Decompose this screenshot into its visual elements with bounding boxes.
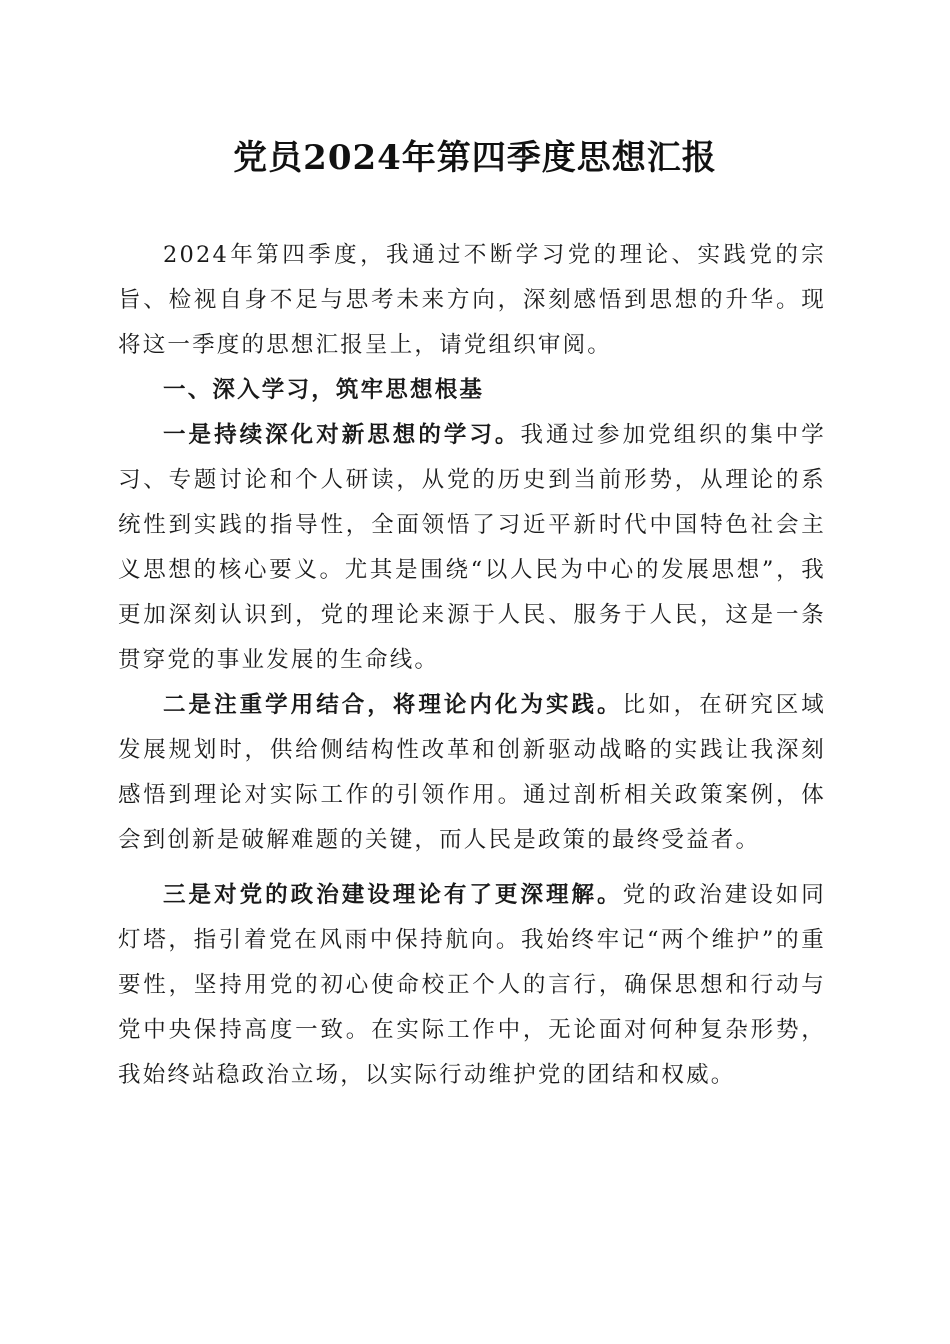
section-heading: 一、深入学习，筑牢思想根基 (163, 377, 485, 403)
point-1-body: 我通过参加党组织的集中学习、专题讨论和个人研读，从党的历史到当前形势，从理论的系统性到实践的指导性，全面领悟了习近平新时代中国特色社会主义思想的核心要义。尤其是围绕“以人民为中心的发展思想”，我更加深刻认识到，党的理论来源于人民、服务于人民，这是一条贯穿党的事业发展的生命线。 (118, 422, 826, 673)
intro-paragraph: 2024年第四季度，我通过不断学习党的理论、实践党的宗旨、检视自身不足与思考未来方向，深刻感悟到思想的升华。现将这一季度的思想汇报呈上，请党组织审阅。 (118, 242, 826, 358)
point-3-paragraph (118, 873, 826, 1098)
point-2-paragraph (118, 683, 826, 863)
point-3-body: 党的政治建设如同灯塔，指引着党在风雨中保持航向。我始终牢记“两个维护”的重要性，坚持用党的初心使命校正个人的言行，确保思想和行动与党中央保持高度一致。在实际工作中，无论面对何种复杂形势，我始终站稳政治立场，以实际行动维护党的团结和权威。 (118, 882, 826, 1088)
point-2-body: 比如，在研究区域发展规划时，供给侧结构性改革和创新驱动战略的实践让我深刻感悟到理论对实际工作的引领作用。通过剖析相关政策案例，体会到创新是破解难题的关键，而人民是政策的最终受益者。 (118, 692, 826, 853)
point-1-paragraph (118, 413, 826, 683)
point-3-lead: 三是对党的政治建设理论有了更深理解。 (163, 882, 623, 908)
point-2-lead: 二是注重学用结合，将理论内化为实践。 (163, 692, 623, 718)
point-1-lead: 一是持续深化对新思想的学习。 (163, 422, 521, 448)
document-body (118, 233, 826, 1098)
paragraph-spacer (118, 863, 826, 873)
document-title: 党员2024年第四季度思想汇报 (233, 138, 717, 178)
